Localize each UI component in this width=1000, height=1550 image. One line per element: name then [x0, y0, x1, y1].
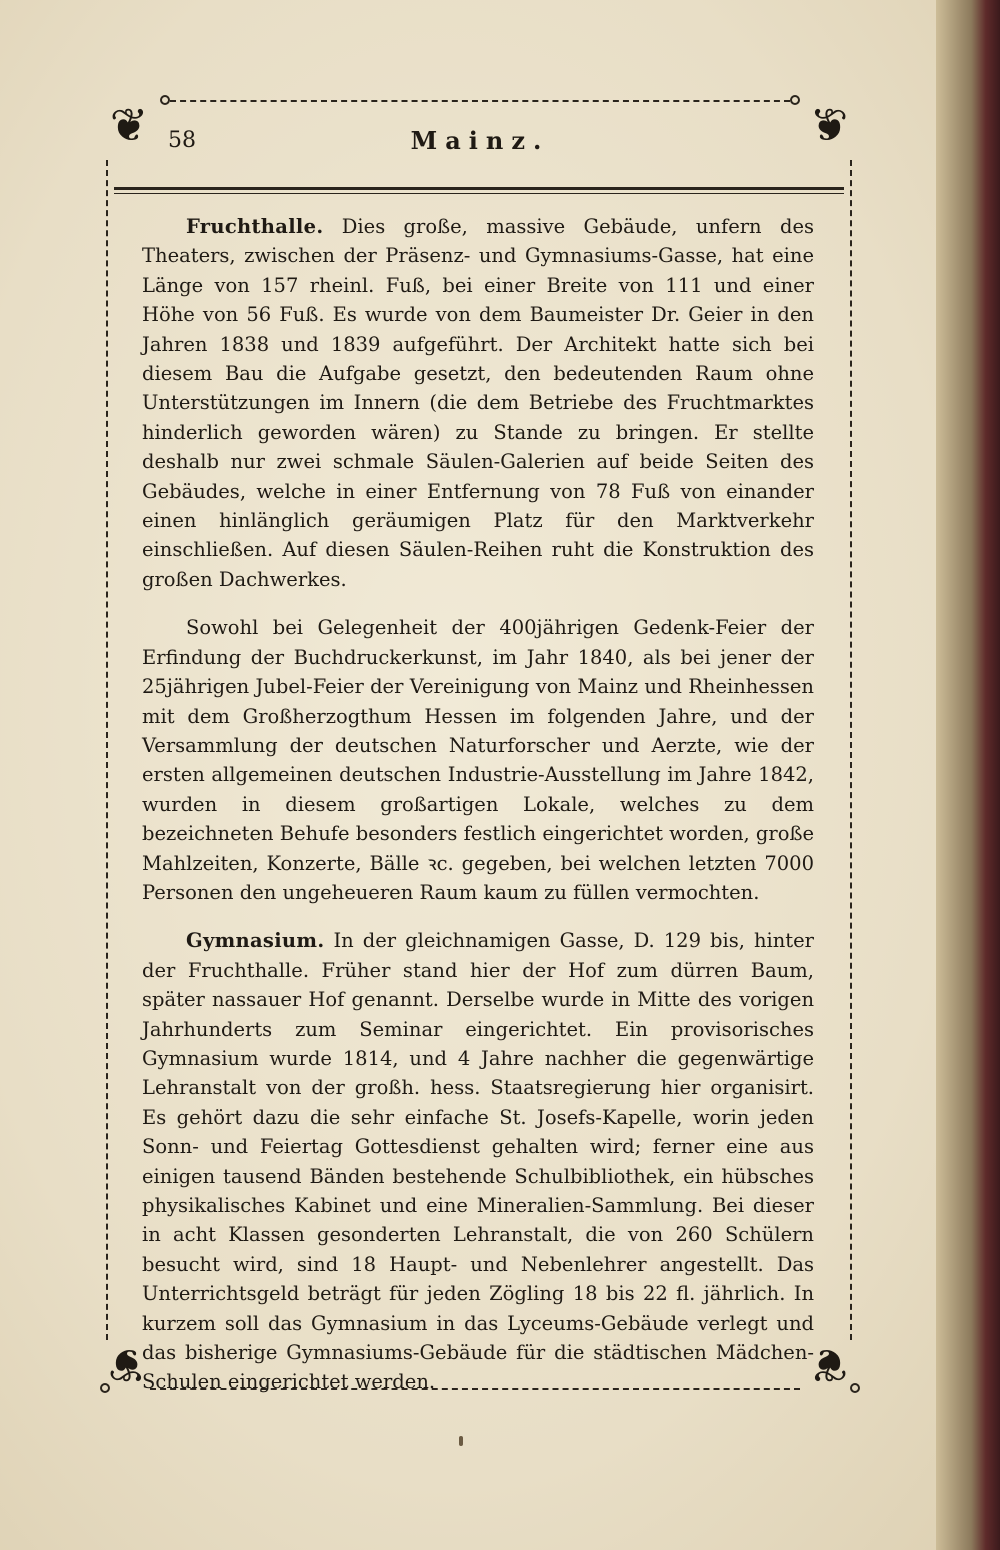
ring-ornament-icon: [850, 1383, 860, 1393]
ring-ornament-icon: [160, 95, 170, 105]
frame-right-line: [850, 160, 852, 1340]
page-number: 58: [168, 128, 196, 153]
book-spine: [936, 0, 1000, 1550]
paragraph-text: Dies große, massive Gebäude, unfern des Theaters, zwischen der Präsenz- und Gymnasiums-Gasse, hat eine Länge von 157 rheinl. Fuß, bei einer Breite von 111 und einer Höhe von 56 Fuß. Es wurde von dem Baumeister Dr. Geier in den Jahren 1838 und 1839 aufgeführt. Der Architekt hatte sich bei diesem Bau die Aufgabe gesetzt, den bedeutenden Raum ohne Unterstützungen im Innern (die dem Betriebe des Fruchtmarktes hinderlich geworden wären) zu Stande zu bringen. Er stellte deshalb nur zwei schmale Säulen-Galerien auf beide Seiten des Gebäudes, welche in einer Entfernung von 78 Fuß von einander einen hinlänglich geräumigen Platz für den Marktverkehr einschließen. Auf diesen Säulen-Reihen ruht die Konstruktion des großen Dachwerkes.: [142, 215, 814, 591]
paragraph-text: Sowohl bei Gelegenheit der 400jährigen Gedenk-Feier der Erfindung der Buchdruckerkunst, im Jahr 1840, als bei jener der 25jährigen Jubel-Feier der Vereinigung von Mainz und Rheinhessen mit dem Großherzogthum Hessen im folgenden Jahre, und der Versammlung der deutschen Naturforscher und Aerzte, wie der ersten allgemeinen deutschen Industrie-Ausstellung im Jahre 1842, wurden in diesem großartigen Lokale, welches zu dem bezeichneten Behufe besonders festlich eingerichtet worden, große Mahlzeiten, Konzerte, Bälle ꝛc. gegeben, bei welchen letzten 7000 Personen den ungeheueren Raum kaum zu füllen vermochten.: [142, 616, 815, 904]
frame-top-line: [170, 100, 790, 102]
paragraph-fruchthalle: [142, 212, 814, 594]
header-rule: [114, 187, 844, 190]
running-title: Mainz.: [410, 126, 550, 155]
paragraph-gymnasium: [142, 926, 814, 1397]
corner-ornament-icon: ❦: [809, 1338, 849, 1392]
paragraph-text: In der gleichnamigen Gasse, D. 129 bis, hinter der Fruchthalle. Früher stand hier der Hof zum dürren Baum, später nassauer Hof genannt. Derselbe wurde in Mitte des vorigen Jahrhunderts zum Seminar eingerichtet. Ein provisorisches Gymnasium wurde 1814, und 4 Jahre nachher die gegenwärtige Lehranstalt von der großh. hess. Staatsregierung hier organisirt. Es gehört dazu die sehr einfache St. Josefs-Kapelle, worin jeden Sonn- und Feiertag Gottesdienst gehalten wird; ferner eine aus einigen tausend Bänden bestehende Schulbibliothek, ein hübsches physikalisches Kabinet und eine Mineralien-Sammlung. Bei dieser in acht Klassen gesonderten Lehranstalt, die von 260 Schülern besucht wird, sind 18 Haupt- und Nebenlehrer angestellt. Das Unterrichtsgeld beträgt für jeden Zögling 18 bis 22 fl. jährlich. In kurzem soll das Gymnasium in das Lyceums-Gebäude verlegt und das bisherige Gymnasiums-Gebäude für die städtischen Mädchen-Schulen eingerichtet werden.: [142, 929, 814, 1394]
entry-term: Gymnasium.: [186, 929, 325, 953]
ink-mark: [459, 1436, 463, 1446]
entry-term: Fruchthalle.: [186, 215, 324, 238]
frame-left-line: [106, 160, 108, 1340]
page-body: [142, 212, 814, 1397]
ring-ornament-icon: [100, 1383, 110, 1393]
corner-ornament-icon: ❦: [109, 98, 149, 152]
corner-ornament-icon: ❦: [107, 1338, 147, 1392]
ring-ornament-icon: [790, 95, 800, 105]
header-rule-thin: [114, 193, 844, 194]
corner-ornament-icon: ❦: [809, 98, 849, 152]
paragraph-festivities: [142, 613, 814, 907]
